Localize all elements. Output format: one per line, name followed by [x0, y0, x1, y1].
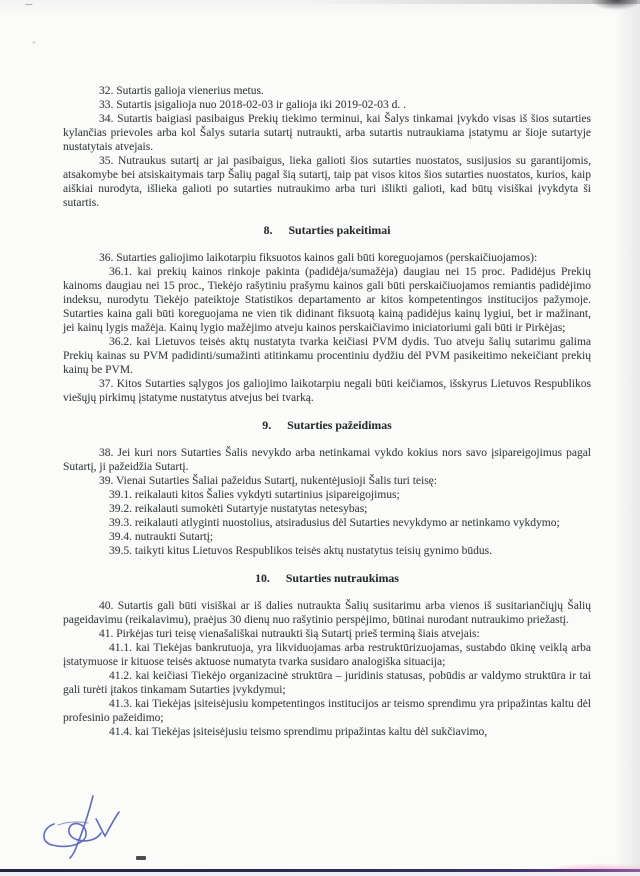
contract-paragraph: 39.2. reikalauti sumokėti Sutartyje nustatytas netesybas;	[109, 503, 368, 515]
contract-paragraph: 35. Nutraukus sutartį ar jai pasibaigus, lieka galioti šios sutarties nuostatos, susijusios su garantijomis, atsakomybe bei atsiskaitymais tarp Šalių pagal šią sutartį, taip pat visos kitos šios sutarties nuostatos, kurios, kaip aiškiai nurodyta, išlieka galioti po sutarties nutraukimo arba turi išlikti galioti, kad būtų visiškai įvykdyta ši sutartis.	[63, 155, 591, 209]
section-title: Sutarties pažeidimas	[287, 418, 392, 432]
contract-paragraph: 39.1. reikalauti kitos Šalies vykdyti sutartinius įsipareigojimus;	[109, 489, 400, 501]
contract-paragraph: 41.3. kai Tiekėjas įsiteisėjusiu kompetentingos institucijos ar teismo sprendimu yra pripažintas kaltu dėl profesinio pažeidimo;	[63, 698, 591, 724]
contract-paragraph: 39.3. reikalauti atlyginti nuostolius, atsiradusius dėl Sutarties nevykdymo ar netinkamo vykdymo;	[109, 517, 560, 529]
contract-paragraph: 33. Sutartis įsigalioja nuo 2018-02-03 ir galioja iki 2019-02-03 d. .	[99, 99, 406, 111]
section-heading	[63, 571, 591, 585]
contract-paragraph: 40. Sutartis gali būti visiškai ar iš dalies nutraukta Šalių susitarimu arba vienos iš susitariančiųjų Šalių pageidavimu (reikalavimu), praėjus 30 dienų nuo rašytinio perspėjimo, būtinai nurodant nutraukimo priežastį.	[63, 600, 591, 626]
section-number: 9.	[262, 418, 272, 432]
contract-paragraph: 39.5. taikyti kitus Lietuvos Respublikos teisės aktų nustatytus teisių gynimo būdus.	[109, 545, 493, 557]
contract-paragraph: 36.2. kai Lietuvos teisės aktų nustatyta tvarka keičiasi PVM dydis. Tuo atveju šalių sutarimu galima Prekių kainas su PVM padidinti/sumažinti atitinkamu procentiniu dydžiu dėl PVM pasikeitimo nekeičiant prekių kainų be PVM.	[63, 336, 591, 376]
contract-paragraph: 36.1. kai prekių kainos rinkoje pakinta (padidėja/sumažėja) daugiau nei 15 proc. Padidėjus Prekių kainoms daugiau nei 15 proc., Tiekėjo rašytiniu prašymu kainos gali būti perskaičiuojamos remiantis padidėjimo indeksu, nurodytu Tiekėjo pateiktoje Statistikos departamento ar kitos kompetentingos institucijos pažymoje. Sutarties kaina gali būti koreguojama ne vien tik didinant fiksuotą kainą padidėjus kainų lygiui, bet ir mažinant, jei kainų lygis mažėja. Kainų lygio mažėjimo atveju kainos perskaičiavimo iniciatoriumi gali būti ir Pirkėjas;	[63, 266, 591, 334]
contract-paragraph: 36. Sutarties galiojimo laikotarpiu fiksuotos kainos gali būti koreguojamos (perskaičiuojamos):	[99, 252, 538, 264]
contract-paragraph: 41.1. kai Tiekėjas bankrutuoja, yra likviduojamas arba restruktūrizuojamas, sustabdo ūkinę veiklą arba įstatymuose ir kituose teisės aktuose numatyta tvarka susidaro analogiška situacija;	[63, 642, 591, 668]
section-title: Sutarties nutraukimas	[285, 571, 399, 585]
section-number: 10.	[255, 571, 270, 585]
signature-ink-strokes	[38, 792, 142, 864]
contract-paragraph: 39.4. nutraukti Sutartį;	[109, 531, 214, 543]
scan-bottom-margin	[0, 872, 640, 876]
contract-paragraph: 38. Jei kuri nors Sutarties Šalis nevykdo arba netinkamai vykdo kokius nors savo įsipareigojimus pagal Sutartį, ji pažeidžia Sutartį.	[63, 447, 591, 473]
section-title: Sutarties pakeitimai	[288, 223, 391, 237]
contract-paragraph: 32. Sutartis galioja vienerius metus.	[99, 85, 264, 97]
contract-paragraph: 41. Pirkėjas turi teisę vienašališkai nutraukti šią Sutartį prieš terminą šiais atvejais:	[99, 628, 480, 640]
section-heading	[63, 418, 591, 432]
contract-paragraph: 41.2. kai keičiasi Tiekėjo organizacinė struktūra – juridinis statusas, pobūdis ar valdymo struktūra ir tai gali turėti įtakos tinkamam Sutarties įvykdymui;	[63, 670, 591, 696]
scan-speck	[32, 40, 36, 45]
scan-corner-smudge	[591, 0, 637, 10]
signature	[38, 792, 142, 864]
scan-speck	[22, 4, 32, 11]
contract-paragraph: 39. Vienai Sutarties Šaliai pažeidus Sutartį, nukentėjusioji Šalis turi teisę:	[99, 475, 437, 487]
contract-paragraph: 34. Sutartis baigiasi pasibaigus Prekių tiekimo terminui, kai Šalys tinkamai įvykdo visas iš šios sutarties kylančias prievoles arba kol Šalys sutaria sutartį nutraukti, arba sutartis nutraukiama įstatymu ar šioje sutartyje nustatytais atvejais.	[63, 113, 591, 153]
section-number: 8.	[263, 223, 273, 237]
contract-paragraph: 41.4. kai Tiekėjas įsiteisėjusiu teismo sprendimu pripažintas kaltu dėl sukčiavimo,	[109, 726, 488, 738]
section-heading	[63, 223, 591, 237]
scan-edge-streak	[300, 0, 640, 4]
document-body	[63, 84, 591, 739]
ink-smudge	[136, 856, 146, 860]
contract-paragraph: 37. Kitos Sutarties sąlygos jos galiojimo laikotarpiu negali būti keičiamos, išskyrus Lietuvos Respublikos viešųjų pirkimų įstatyme nustatytus atvejus bei tvarką.	[63, 378, 591, 404]
